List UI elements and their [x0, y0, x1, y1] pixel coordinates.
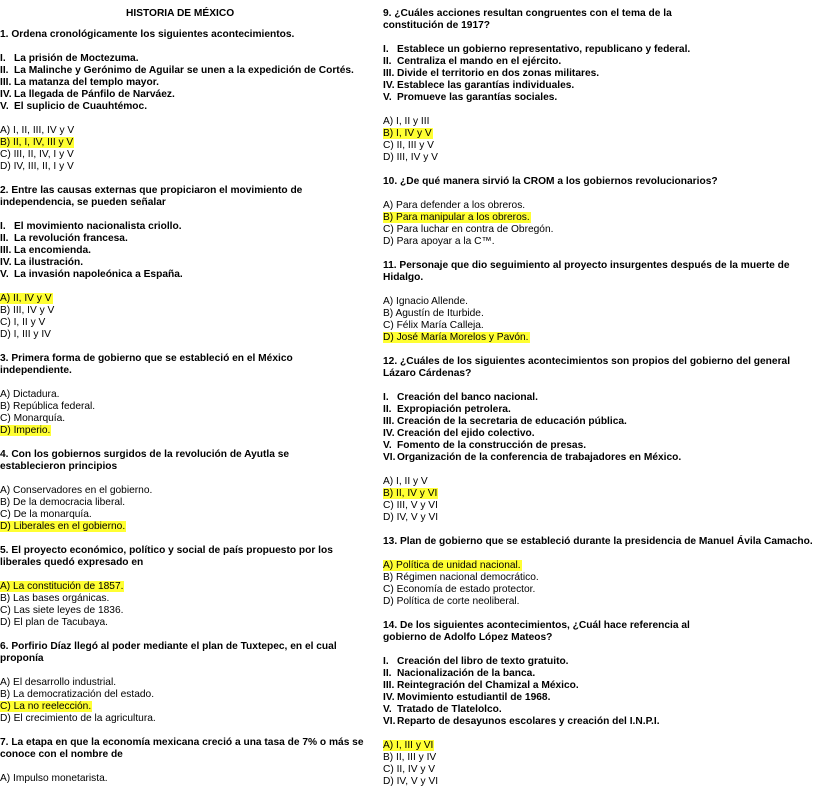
statement-item — [383, 44, 757, 56]
statement-number: IV. — [383, 428, 395, 439]
spacer — [0, 473, 372, 485]
option-list — [0, 581, 372, 629]
question-block — [0, 353, 372, 437]
option-text: A) I, II y V — [383, 476, 428, 487]
spacer — [383, 164, 757, 176]
question-block — [0, 545, 372, 629]
highlighted-answer: C) La no reelección. — [0, 701, 92, 712]
answer-option[interactable] — [383, 500, 757, 512]
answer-option[interactable] — [383, 560, 757, 572]
statement-number: I. — [0, 221, 6, 232]
question-block — [383, 620, 757, 788]
option-text: C) III, V y VI — [383, 500, 438, 511]
statement-number: V. — [383, 440, 392, 451]
statement-item — [0, 65, 372, 77]
statement-list — [383, 656, 757, 728]
statement-item — [0, 257, 372, 269]
question-block — [383, 260, 790, 344]
question-text: 12. ¿Cuáles de los siguientes acontecimientos son propios del gobierno del general Lázaro Cárdenas? — [383, 356, 791, 379]
option-text: A) I, II, III, IV y V — [0, 125, 75, 136]
spacer — [383, 464, 757, 476]
option-list — [0, 293, 372, 341]
statement-number: I. — [383, 656, 389, 667]
option-text: A) El desarrollo industrial. — [0, 677, 117, 688]
answer-option[interactable] — [0, 149, 372, 161]
statement-number: II. — [0, 233, 9, 244]
question-block — [0, 641, 372, 725]
statement-number: III. — [383, 680, 395, 691]
answer-option[interactable] — [383, 596, 757, 608]
statement-number: V. — [0, 269, 9, 280]
statement-number: IV. — [0, 89, 12, 100]
option-text: D) Política de corte neoliberal. — [383, 596, 520, 607]
highlighted-answer: D) José María Morelos y Pavón. — [383, 332, 529, 343]
answer-option[interactable] — [383, 584, 757, 596]
option-text: C) De la monarquía. — [0, 509, 92, 520]
statement-text: Creación del ejido colectivo. — [397, 428, 535, 439]
question-text: 2. Entre las causas externas que propiciaron el movimiento de independencia, se pueden señalar — [0, 185, 303, 208]
option-list — [0, 389, 372, 437]
statement-item — [383, 668, 757, 680]
statement-list — [383, 392, 757, 464]
option-text: A) Dictadura. — [0, 389, 60, 400]
statement-list — [0, 221, 372, 281]
answer-option[interactable] — [0, 401, 372, 413]
highlighted-answer: D) Liberales en el gobierno. — [0, 521, 126, 532]
answer-option[interactable] — [0, 413, 372, 425]
answer-option[interactable] — [383, 140, 757, 152]
statement-text: Reparto de desayunos escolares y creación del I.N.P.I. — [397, 716, 660, 727]
answer-option[interactable] — [0, 701, 372, 713]
option-text: C) III, II, IV, I y V — [0, 149, 74, 160]
question-text: 4. Con los gobiernos surgidos de la revolución de Ayutla se establecieron principios — [0, 449, 290, 472]
statement-text: Establece las garantías individuales. — [397, 80, 575, 91]
statement-number: IV. — [0, 257, 12, 268]
answer-option[interactable] — [0, 521, 372, 533]
answer-option[interactable] — [383, 776, 757, 788]
statement-text: Reintegración del Chamizal a México. — [397, 680, 579, 691]
answer-option[interactable] — [383, 764, 757, 776]
answer-option[interactable] — [383, 320, 757, 332]
statement-number: VI. — [383, 452, 396, 463]
spacer — [0, 377, 372, 389]
highlighted-answer: A) I, III y VI — [383, 740, 434, 751]
spacer — [0, 281, 372, 293]
option-text: C) I, II y V — [0, 317, 46, 328]
statement-number: I. — [383, 44, 389, 55]
statement-text: Expropiación petrolera. — [397, 404, 511, 415]
page-title: HISTORIA DE MÉXICO — [126, 8, 235, 19]
statement-text: Centraliza el mando en el ejército. — [397, 56, 562, 67]
statement-item — [383, 56, 757, 68]
statement-item — [383, 80, 757, 92]
option-text: D) El crecimiento de la agricultura. — [0, 713, 156, 724]
spacer — [383, 644, 757, 656]
option-text: B) II, III y IV — [383, 752, 437, 763]
statement-text: La llegada de Pánfilo de Narváez. — [14, 89, 175, 100]
option-text: C) Monarquía. — [0, 413, 66, 424]
statement-item — [383, 428, 757, 440]
option-list — [0, 773, 372, 785]
option-list — [0, 485, 372, 533]
highlighted-answer: B) II, IV y VI — [383, 488, 438, 499]
highlighted-answer: A) La constitución de 1857. — [0, 581, 124, 592]
spacer — [0, 173, 372, 185]
option-text: D) III, IV y V — [383, 152, 438, 163]
spacer — [0, 665, 372, 677]
right-column — [383, 0, 813, 788]
answer-option[interactable] — [0, 509, 372, 521]
statement-number: V. — [0, 101, 9, 112]
answer-option[interactable] — [0, 485, 372, 497]
statement-item — [0, 269, 372, 281]
option-text: C) II, IV y V — [383, 764, 436, 775]
statement-item — [0, 221, 372, 233]
question-text: 14. De los siguientes acontecimientos, ¿Cuál hace referencia al gobierno de Adolfo López Mateos? — [383, 620, 690, 643]
statement-text: Establece un gobierno representativo, republicano y federal. — [397, 44, 691, 55]
question-block — [0, 737, 372, 785]
question-text: 1. Ordena cronológicamente los siguientes acontecimientos. — [0, 29, 295, 40]
highlighted-answer: B) Para manipular a los obreros. — [383, 212, 530, 223]
answer-option[interactable] — [383, 128, 757, 140]
answer-option[interactable] — [0, 305, 372, 317]
statement-item — [383, 692, 757, 704]
answer-option[interactable] — [0, 137, 372, 149]
answer-option[interactable] — [383, 752, 757, 764]
question-block — [0, 29, 372, 173]
statement-text: Creación de la secretaria de educación pública. — [397, 416, 627, 427]
option-list — [383, 116, 757, 164]
highlighted-answer: B) I, IV y V — [383, 128, 432, 139]
answer-option[interactable] — [0, 581, 372, 593]
statement-number: V. — [383, 704, 392, 715]
spacer — [0, 209, 372, 221]
answer-option[interactable] — [383, 296, 757, 308]
option-text: B) Agustín de Iturbide. — [383, 308, 484, 319]
spacer — [383, 104, 757, 116]
statement-item — [0, 53, 372, 65]
statement-text: Organización de la conferencia de trabajadores en México. — [397, 452, 682, 463]
question-block — [383, 356, 791, 524]
answer-option[interactable] — [0, 689, 372, 701]
statement-item — [383, 92, 757, 104]
right-questions — [383, 8, 813, 788]
option-text: D) IV, V y VI — [383, 776, 439, 787]
answer-option[interactable] — [383, 488, 757, 500]
statement-text: El movimiento nacionalista criollo. — [14, 221, 182, 232]
option-text: A) Impulso monetarista. — [0, 773, 108, 784]
spacer — [383, 524, 757, 536]
question-text: 7. La etapa en que la economía mexicana creció a una tasa de 7% o más se conoce con el nombre de — [0, 737, 364, 760]
statement-text: La ilustración. — [14, 257, 84, 268]
question-text: 11. Personaje que dio seguimiento al proyecto insurgentes después de la muerte de Hidalgo. — [383, 260, 790, 283]
statement-text: Divide el territorio en dos zonas militares. — [397, 68, 600, 79]
question-block — [383, 536, 813, 608]
option-text: C) II, III y V — [383, 140, 434, 151]
question-text: 9. ¿Cuáles acciones resultan congruentes con el tema de la constitución de 1917? — [383, 8, 672, 31]
answer-option[interactable] — [0, 605, 372, 617]
answer-option[interactable] — [0, 773, 372, 785]
statement-text: La Malinche y Gerónimo de Aguilar se unen a la expedición de Cortés. — [14, 65, 354, 76]
question-text: 3. Primera forma de gobierno que se estableció en el México independiente. — [0, 353, 293, 376]
question-block — [0, 449, 372, 533]
statement-item — [383, 452, 757, 464]
answer-option[interactable] — [383, 332, 757, 344]
option-text: B) La democratización del estado. — [0, 689, 155, 700]
statement-item — [383, 440, 757, 452]
statement-list — [0, 53, 372, 113]
answer-option[interactable] — [0, 677, 372, 689]
spacer — [383, 188, 757, 200]
option-text: B) República federal. — [0, 401, 96, 412]
spacer — [0, 341, 372, 353]
spacer — [0, 569, 372, 581]
answer-option[interactable] — [383, 476, 757, 488]
option-text: C) Las siete leyes de 1836. — [0, 605, 124, 616]
statement-number: IV. — [383, 692, 395, 703]
highlighted-answer: D) Imperio. — [0, 425, 51, 436]
spacer — [0, 41, 372, 53]
answer-option[interactable] — [0, 293, 372, 305]
statement-item — [383, 656, 757, 668]
statement-text: Tratado de Tlatelolco. — [397, 704, 502, 715]
highlighted-answer: B) II, I, IV, III y V — [0, 137, 74, 148]
statement-item — [0, 245, 372, 257]
spacer — [0, 761, 372, 773]
highlighted-answer: A) II, IV y V — [0, 293, 52, 304]
statement-item — [383, 716, 757, 728]
left-questions — [0, 29, 372, 785]
option-text: D) IV, V y VI — [383, 512, 439, 523]
statement-number: V. — [383, 92, 392, 103]
option-text: C) Para luchar en contra de Obregón. — [383, 224, 554, 235]
answer-option[interactable] — [383, 152, 757, 164]
answer-option[interactable] — [383, 116, 757, 128]
answer-option[interactable] — [383, 572, 757, 584]
question-text: 13. Plan de gobierno que se estableció durante la presidencia de Manuel Ávila Camacho. — [383, 536, 813, 547]
question-text: 10. ¿De qué manera sirvió la CROM a los gobiernos revolucionarios? — [383, 176, 718, 187]
option-text: B) Las bases orgánicas. — [0, 593, 110, 604]
option-list — [383, 200, 757, 248]
statement-text: La prisión de Moctezuma. — [14, 53, 139, 64]
answer-option[interactable] — [383, 212, 757, 224]
statement-text: La invasión napoleónica a España. — [14, 269, 183, 280]
left-column — [0, 0, 372, 785]
answer-option[interactable] — [0, 713, 372, 725]
option-list — [383, 740, 757, 788]
statement-item — [0, 233, 372, 245]
spacer — [0, 725, 372, 737]
answer-option[interactable] — [0, 497, 372, 509]
statement-text: Creación del libro de texto gratuito. — [397, 656, 569, 667]
spacer — [383, 344, 757, 356]
statement-item — [383, 416, 757, 428]
option-text: B) Régimen nacional democrático. — [383, 572, 539, 583]
answer-option[interactable] — [0, 317, 372, 329]
statement-number: I. — [0, 53, 6, 64]
spacer — [383, 608, 757, 620]
statement-item — [383, 680, 757, 692]
spacer — [383, 284, 757, 296]
spacer — [383, 548, 757, 560]
answer-option[interactable] — [383, 308, 757, 320]
option-text: A) Para defender a los obreros. — [383, 200, 526, 211]
statement-list — [383, 44, 757, 104]
spacer — [0, 533, 372, 545]
statement-item — [0, 89, 372, 101]
statement-text: El suplicio de Cuauhtémoc. — [14, 101, 148, 112]
option-text: A) Ignacio Allende. — [383, 296, 468, 307]
option-list — [383, 296, 757, 344]
statement-text: Fomento de la construcción de presas. — [397, 440, 587, 451]
statement-text: Creación del banco nacional. — [397, 392, 538, 403]
answer-option[interactable] — [383, 236, 757, 248]
statement-text: La encomienda. — [14, 245, 91, 256]
option-text: D) I, III y IV — [0, 329, 51, 340]
statement-item — [383, 68, 757, 80]
answer-option[interactable] — [0, 161, 372, 173]
statement-item — [0, 101, 372, 113]
answer-option[interactable] — [0, 329, 372, 341]
question-text: 5. El proyecto económico, político y social de país propuesto por los liberales quedó expresado en — [0, 545, 333, 568]
statement-number: III. — [383, 68, 395, 79]
option-text: D) El plan de Tacubaya. — [0, 617, 108, 628]
option-text: A) Conservadores en el gobierno. — [0, 485, 153, 496]
question-block — [383, 176, 757, 248]
statement-number: III. — [383, 416, 395, 427]
statement-item — [383, 392, 757, 404]
statement-number: III. — [0, 245, 12, 256]
statement-number: IV. — [383, 80, 395, 91]
statement-number: III. — [0, 77, 12, 88]
highlighted-answer: A) Política de unidad nacional. — [383, 560, 521, 571]
question-block — [0, 185, 372, 341]
answer-option[interactable] — [0, 425, 372, 437]
statement-number: VI. — [383, 716, 396, 727]
spacer — [383, 380, 757, 392]
answer-option[interactable] — [383, 224, 757, 236]
question-block — [383, 8, 757, 164]
answer-option[interactable] — [0, 389, 372, 401]
answer-option[interactable] — [383, 740, 757, 752]
statement-number: II. — [383, 668, 392, 679]
option-list — [0, 125, 372, 173]
option-text: B) De la democracia liberal. — [0, 497, 126, 508]
option-list — [383, 476, 757, 524]
option-text: B) III, IV y V — [0, 305, 55, 316]
statement-text: La revolución francesa. — [14, 233, 128, 244]
option-text: A) I, II y III — [383, 116, 430, 127]
spacer — [383, 728, 757, 740]
statement-number: II. — [383, 404, 392, 415]
spacer — [383, 32, 757, 44]
answer-option[interactable] — [0, 617, 372, 629]
answer-option[interactable] — [0, 593, 372, 605]
statement-text: Movimiento estudiantil de 1968. — [397, 692, 551, 703]
option-text: D) Para apoyar a la C™. — [383, 236, 495, 247]
statement-item — [383, 704, 757, 716]
spacer — [383, 248, 757, 260]
statement-number: II. — [383, 56, 392, 67]
option-text: D) IV, III, II, I y V — [0, 161, 74, 172]
statement-number: I. — [383, 392, 389, 403]
option-text: C) Economía de estado protector. — [383, 584, 536, 595]
answer-option[interactable] — [0, 125, 372, 137]
option-list — [0, 677, 372, 725]
spacer — [0, 629, 372, 641]
statement-text: La matanza del templo mayor. — [14, 77, 159, 88]
spacer — [0, 437, 372, 449]
question-text: 6. Porfirio Díaz llegó al poder mediante el plan de Tuxtepec, en el cual proponía — [0, 641, 337, 664]
statement-item — [383, 404, 757, 416]
statement-number: II. — [0, 65, 9, 76]
answer-option[interactable] — [383, 512, 757, 524]
statement-text: Promueve las garantías sociales. — [397, 92, 558, 103]
statement-item — [0, 77, 372, 89]
option-list — [383, 560, 757, 608]
option-text: C) Félix María Calleja. — [383, 320, 484, 331]
spacer — [0, 113, 372, 125]
statement-text: Nacionalización de la banca. — [397, 668, 536, 679]
answer-option[interactable] — [383, 200, 757, 212]
